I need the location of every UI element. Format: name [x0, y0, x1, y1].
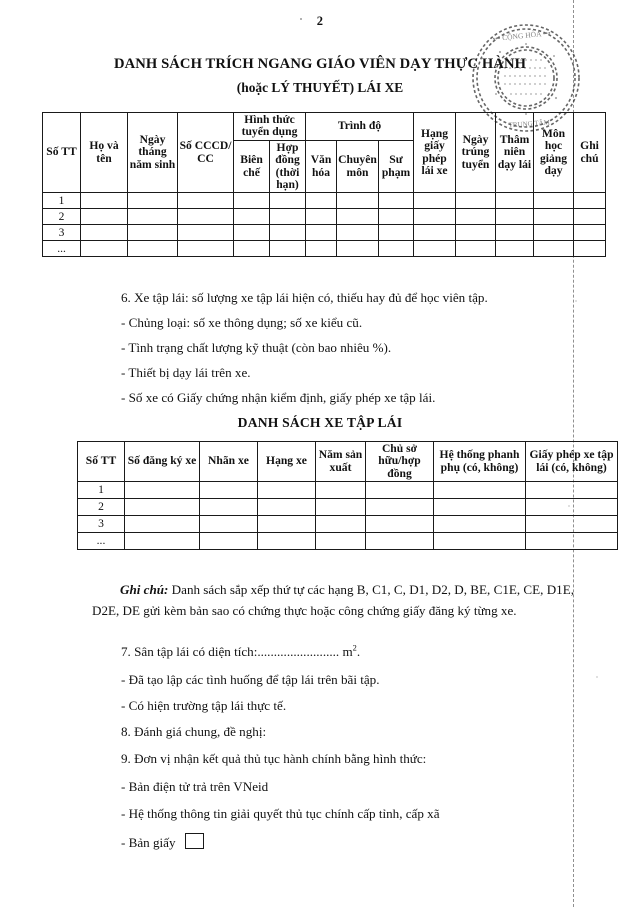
cell-seniority[interactable] [496, 209, 534, 225]
cell-contract[interactable] [270, 241, 306, 257]
cell-year[interactable] [316, 499, 366, 516]
cell-dob[interactable] [128, 225, 178, 241]
th-seniority: Thâm niên dạy lái [496, 113, 534, 193]
cell-major[interactable] [337, 241, 379, 257]
cell-brand[interactable] [200, 533, 258, 550]
cell-culture[interactable] [306, 241, 337, 257]
th-vehicle-brake: Hệ thống phanh phụ (có, không) [434, 442, 526, 482]
cell-notes[interactable] [574, 241, 606, 257]
cell-major[interactable] [337, 225, 379, 241]
table-row [43, 241, 606, 257]
cell-payroll[interactable] [234, 225, 270, 241]
section-9-option-portal: - Hệ thống thông tin giải quyết thủ tục chính cấp tỉnh, cấp xã [121, 806, 440, 821]
th-vehicle-year: Năm sản xuất [316, 442, 366, 482]
cell-subject[interactable] [534, 241, 574, 257]
cell-registration[interactable] [125, 499, 200, 516]
cell-id-number[interactable] [178, 193, 234, 209]
section-6-heading: 6. Xe tập lái: số lượng xe tập lái hiện có, thiếu hay đủ để học viên tập. [121, 290, 488, 305]
cell-registration[interactable] [125, 482, 200, 499]
page-subtitle: (hoặc LÝ THUYẾT) LÁI XE [236, 80, 404, 95]
svg-text:••• CỘNG HÒA •••: ••• CỘNG HÒA ••• [492, 28, 552, 44]
section-7-bullet-1: - Đã tạo lập các tình huống để tập lái trên bãi tập. [121, 672, 380, 687]
th-subject: Môn học giảng dạy [534, 113, 574, 193]
cell-brake[interactable] [434, 499, 526, 516]
cell-notes[interactable] [574, 193, 606, 209]
table-header-row-1 [43, 113, 606, 141]
section-6-bullet-1: - Chủng loại: số xe thông dụng; số xe kiểu cũ. [121, 315, 363, 330]
cell-license-class[interactable] [414, 225, 456, 241]
section-9-option-paper-row [121, 833, 204, 849]
th-vehicle-owner: Chủ sở hữu/hợp đồng [366, 442, 434, 482]
table-row [78, 533, 618, 550]
cell-name[interactable] [81, 241, 128, 257]
cell-permit[interactable] [526, 533, 618, 550]
cell-id-number[interactable] [178, 241, 234, 257]
cell-owner[interactable] [366, 482, 434, 499]
cell-culture[interactable] [306, 225, 337, 241]
svg-text:TRUNG TÂM: TRUNG TÂM [508, 118, 551, 130]
section-7-bullet-2: - Có hiện trường tập lái thực tế. [121, 698, 287, 713]
row-index: 1 [78, 482, 125, 499]
vehicle-header-row [78, 442, 618, 482]
vehicle-list-table [77, 441, 618, 550]
cell-dob[interactable] [128, 241, 178, 257]
row-index: 3 [78, 516, 125, 533]
row-index: ... [43, 241, 81, 257]
cell-seniority[interactable] [496, 193, 534, 209]
th-vehicle-registration: Số đăng ký xe [125, 442, 200, 482]
cell-class[interactable] [258, 499, 316, 516]
th-qualification-major: Chuyên môn [337, 140, 379, 193]
cell-pedagogy[interactable] [379, 209, 414, 225]
cell-class[interactable] [258, 482, 316, 499]
cell-year[interactable] [316, 533, 366, 550]
cell-registration[interactable] [125, 516, 200, 533]
cell-subject[interactable] [534, 209, 574, 225]
vehicle-table-body [78, 482, 618, 550]
page-title: DANH SÁCH TRÍCH NGANG GIÁO VIÊN DẠY THỰC HÀNH [113, 56, 527, 72]
cell-owner[interactable] [366, 533, 434, 550]
cell-notes[interactable] [574, 225, 606, 241]
note-label: Ghi chú: [120, 582, 169, 597]
cell-id-number[interactable] [178, 209, 234, 225]
th-license-class: Hạng giấy phép lái xe [414, 113, 456, 193]
cell-culture[interactable] [306, 193, 337, 209]
cell-pedagogy[interactable] [379, 193, 414, 209]
cell-year[interactable] [316, 516, 366, 533]
cell-recruit-date[interactable] [456, 225, 496, 241]
cell-contract[interactable] [270, 209, 306, 225]
cell-license-class[interactable] [414, 193, 456, 209]
section-8-heading: 8. Đánh giá chung, đề nghị: [121, 724, 267, 739]
page-number: 2 [316, 14, 324, 28]
cell-class[interactable] [258, 516, 316, 533]
scan-noise [596, 676, 598, 678]
cell-pedagogy[interactable] [379, 241, 414, 257]
cell-class[interactable] [258, 533, 316, 550]
th-recruitment-payroll: Biên chế [234, 140, 270, 193]
cell-subject[interactable] [534, 225, 574, 241]
scan-noise [575, 300, 577, 302]
cell-subject[interactable] [534, 193, 574, 209]
section-7-heading [121, 645, 360, 658]
row-index: ... [78, 533, 125, 550]
cell-owner[interactable] [366, 516, 434, 533]
cell-year[interactable] [316, 482, 366, 499]
th-dob: Ngày tháng năm sinh [128, 113, 178, 193]
scan-speck [300, 18, 302, 20]
cell-major[interactable] [337, 209, 379, 225]
cell-recruit-date[interactable] [456, 209, 496, 225]
section-6-bullet-2: - Tình trạng chất lượng kỹ thuật (còn bao nhiêu %). [121, 340, 392, 355]
teacher-list-table [42, 112, 606, 257]
section-7-heading-text: 7. Sân tập lái có diện tích:......................... m [121, 644, 353, 659]
cell-registration[interactable] [125, 533, 200, 550]
teacher-table-body [43, 193, 606, 257]
cell-license-class[interactable] [414, 209, 456, 225]
cell-brand[interactable] [200, 482, 258, 499]
table-row [43, 209, 606, 225]
cell-dob[interactable] [128, 193, 178, 209]
cell-contract[interactable] [270, 225, 306, 241]
cell-owner[interactable] [366, 499, 434, 516]
section-7-superscript: 2 [352, 643, 357, 653]
th-id-number: Số CCCD/ CC [178, 113, 234, 193]
cell-name[interactable] [81, 209, 128, 225]
scan-noise [568, 505, 570, 507]
cell-seniority[interactable] [496, 241, 534, 257]
cell-brand[interactable] [200, 516, 258, 533]
cell-license-class[interactable] [414, 241, 456, 257]
row-index: 2 [78, 499, 125, 516]
cell-seniority[interactable] [496, 225, 534, 241]
section-9-option-vneid: - Bản điện tử trả trên VNeid [121, 779, 269, 794]
cell-payroll[interactable] [234, 209, 270, 225]
th-vehicle-permit: Giấy phép xe tập lái (có, không) [526, 442, 618, 482]
cell-notes[interactable] [574, 209, 606, 225]
row-index: 1 [43, 193, 81, 209]
table-row [78, 516, 618, 533]
cell-permit[interactable] [526, 499, 618, 516]
cell-contract[interactable] [270, 193, 306, 209]
cell-brake[interactable] [434, 482, 526, 499]
cell-id-number[interactable] [178, 225, 234, 241]
section-9-heading: 9. Đơn vị nhận kết quả thủ tục hành chính bằng hình thức: [121, 751, 427, 766]
cell-recruit-date[interactable] [456, 241, 496, 257]
table-row [78, 499, 618, 516]
th-recruitment-group: Hình thức tuyển dụng [234, 113, 306, 141]
cell-permit[interactable] [526, 516, 618, 533]
th-notes: Ghi chú [574, 113, 606, 193]
cell-name[interactable] [81, 225, 128, 241]
th-name: Họ và tên [81, 113, 128, 193]
cell-brand[interactable] [200, 499, 258, 516]
cell-brake[interactable] [434, 533, 526, 550]
row-index: 2 [43, 209, 81, 225]
th-qualification-pedagogy: Sư phạm [379, 140, 414, 193]
table-row [43, 225, 606, 241]
note-paragraph [92, 580, 574, 621]
note-text: Danh sách sắp xếp thứ tự các hạng B, C1, C, D1, D2, D, BE, C1E, CE, D1E, D2E, DE gửi kèm bản sao có chứng thực hoặc công chứng giấy đăng ký từng xe. [92, 582, 574, 618]
section-6-bullet-3: - Thiết bị dạy lái trên xe. [121, 365, 251, 380]
table-row [78, 482, 618, 499]
cell-culture[interactable] [306, 209, 337, 225]
cell-dob[interactable] [128, 209, 178, 225]
cell-name[interactable] [81, 193, 128, 209]
th-recruitment-contract: Hợp đồng (thời hạn) [270, 140, 306, 193]
cell-payroll[interactable] [234, 193, 270, 209]
th-qualification-culture: Văn hóa [306, 140, 337, 193]
cell-permit[interactable] [526, 482, 618, 499]
th-stt: Số TT [43, 113, 81, 193]
vehicle-section-title: DANH SÁCH XE TẬP LÁI [237, 415, 403, 430]
table-row [43, 193, 606, 209]
section-9-option-paper-label: - Bản giấy [121, 835, 176, 850]
th-vehicle-brand: Nhãn xe [200, 442, 258, 482]
th-recruit-date: Ngày trúng tuyển [456, 113, 496, 193]
row-index: 3 [43, 225, 81, 241]
cell-payroll[interactable] [234, 241, 270, 257]
cell-major[interactable] [337, 193, 379, 209]
th-vehicle-stt: Số TT [78, 442, 125, 482]
section-7-heading-end: . [356, 644, 361, 659]
cell-brake[interactable] [434, 516, 526, 533]
cell-recruit-date[interactable] [456, 193, 496, 209]
th-vehicle-class: Hạng xe [258, 442, 316, 482]
th-qualification-group: Trình độ [306, 113, 414, 141]
section-6-bullet-4: - Số xe có Giấy chứng nhận kiểm định, giấy phép xe tập lái. [121, 390, 436, 405]
paper-option-checkbox[interactable] [185, 833, 204, 849]
cell-pedagogy[interactable] [379, 225, 414, 241]
